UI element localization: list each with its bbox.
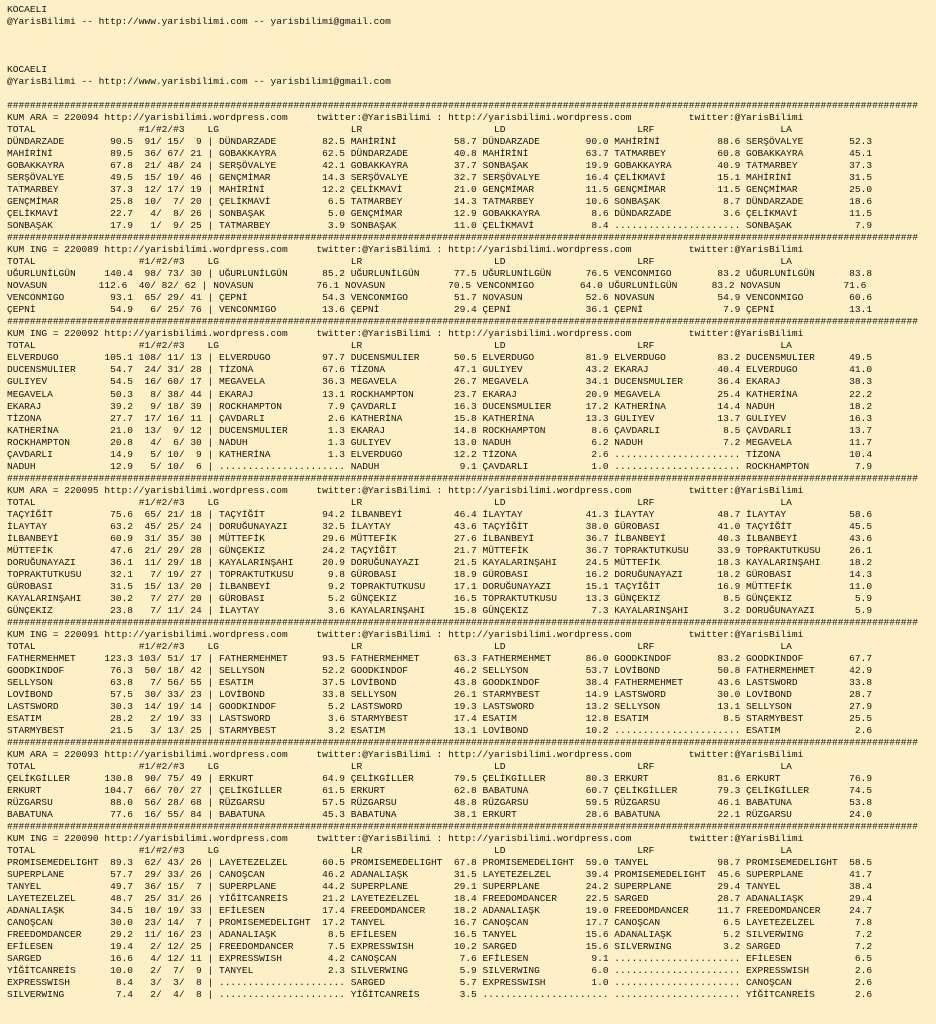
column-header-line: TOTAL #1/#2/#3 LG LR LD LRF LA [7,845,792,857]
horse-row: LAYETEZELZEL 48.7 25/ 31/ 26 | YİĞİTCANREİS 21.2 LAYETEZELZEL 18.4 FREEDOMDANCER 22.5 SARGED 28.7 ADANALIAŞK 29.4 [7,893,873,905]
race-report-text [7,4,918,1001]
horse-row: NADUH 12.9 5/ 10/ 6 | ...................... NADUH 9.1 ÇAVDARLI 1.0 ...................... ROCKHAMPTON 7.9 [7,460,873,472]
contact-line: @YarisBilimi -- http://www.yarisbilimi.com -- yarisbilimi@gmail.com [7,76,391,88]
horse-row: KATHERİNA 21.0 13/ 9/ 12 | DUCENSMULIER 1.3 EKARAJ 14.8 ROCKHAMPTON 8.6 ÇAVDARLI 8.5 ÇAVDARLI 13.7 [7,424,873,436]
horse-row: ERKURT 104.7 66/ 70/ 27 | ÇELİKGİLLER 61.5 ERKURT 62.8 BABATUNA 60.7 ÇELİKGİLLER 79.3 ÇELİKGİLLER 74.5 [7,785,873,797]
blank-line [7,52,918,64]
horse-row: ELVERDUGO 105.1 108/ 11/ 13 | ELVERDUGO 97.7 DUCENSMULIER 50.5 ELVERDUGO 81.9 ELVERDUGO 83.2 DUCENSMULIER 49.5 [7,352,873,364]
horse-row: SONBAŞAK 17.9 1/ 9/ 25 | TATMARBEY 3.9 SONBAŞAK 11.0 ÇELİKMAVİ 8.4 ...................... SONBAŞAK 7.9 [7,220,873,232]
horse-row: SUPERPLANE 57.7 29/ 33/ 26 | CANOŞCAN 46.2 ADANALIAŞK 31.5 LAYETEZELZEL 39.4 PROMISEMEDELIGHT 45.6 SUPERPLANE 41.7 [7,869,873,881]
horse-row: SARGED 16.6 4/ 12/ 11 | EXPRESSWISH 4.2 CANOŞCAN 7.6 EFİLESEN 9.1 ...................... EFİLESEN 6.5 [7,953,873,965]
section-divider: ############################################################################################################################################################### [7,232,918,244]
horse-row: İLAYTAY 63.2 45/ 25/ 24 | DORUĞUNAYAZI 32.5 İLAYTAY 43.6 TAÇYİĞİT 38.0 GÜROBASI 41.0 TAÇYİĞİT 45.5 [7,520,873,532]
horse-row: GOODKINDOF 76.3 50/ 18/ 42 | SELLYSON 52.2 GOODKINDOF 46.2 SELLYSON 53.7 LOVİBOND 50.8 FATHERMEHMET 42.9 [7,664,873,676]
horse-row: TİZONA 27.7 17/ 16/ 11 | ÇAVDARLI 2.6 KATHERİNA 15.8 KATHERİNA 13.3 GULIYEV 13.7 GULIYEV 16.3 [7,412,873,424]
horse-row: EXPRESSWISH 8.4 3/ 3/ 8 | ...................... SARGED 5.7 EXPRESSWISH 1.0 ...................... CANOŞCAN 2.6 [7,977,873,989]
horse-row: ÇELİKMAVİ 22.7 4/ 8/ 26 | SONBAŞAK 5.0 GENÇMİMAR 12.9 GOBAKKAYRA 8.6 DÜNDARZADE 3.6 ÇELİKMAVİ 11.5 [7,208,873,220]
race-header-line: KUM ARA = 220093 http://yarisbilimi.wordpress.com twitter:@YarisBilimi : http://yarisbilimi.wordpress.com twitter:@YarisBilimi [7,748,804,760]
horse-row: DÜNDARZADE 90.5 91/ 15/ 9 | DÜNDARZADE 82.5 MAHİRİNİ 58.7 DÜNDARZADE 90.0 MAHİRİNİ 88.6 SERŞÖVALYE 52.3 [7,136,873,148]
blank-line [7,28,918,40]
horse-row: TOPRAKTUTKUSU 32.1 7/ 19/ 27 | TOPRAKTUTKUSU 9.8 GÜROBASI 18.9 GÜROBASI 16.2 DORUĞUNAYAZI 18.2 GÜROBASI 14.3 [7,568,873,580]
city-title: KOCAELI [7,4,48,15]
horse-row: EFİLESEN 19.4 2/ 12/ 25 | FREEDOMDANCER 7.5 EXPRESSWISH 10.2 SARGED 15.6 SILVERWING 3.2 SARGED 7.2 [7,941,873,953]
horse-row: VENCONMIGO 93.1 65/ 29/ 41 | ÇEPNİ 54.3 VENCONMIGO 51.7 NOVASUN 52.6 NOVASUN 54.9 VENCONMIGO 60.6 [7,292,873,304]
section-divider: ############################################################################################################################################################### [7,616,918,628]
section-divider: ############################################################################################################################################################### [7,316,918,328]
horse-row: MEGAVELA 50.3 8/ 38/ 44 | EKARAJ 13.1 ROCKHAMPTON 23.7 EKARAJ 20.9 MEGAVELA 25.4 KATHERİNA 22.2 [7,388,873,400]
horse-row: İLBANBEYİ 60.9 31/ 35/ 30 | MÜTTEFİK 29.6 MÜTTEFİK 27.6 İLBANBEYİ 36.7 İLBANBEYİ 40.3 İLBANBEYİ 43.6 [7,532,873,544]
horse-row: SELLYSON 63.8 7/ 56/ 55 | ESATIM 37.5 LOVİBOND 43.8 GOODKINDOF 38.4 FATHERMEHMET 43.6 LASTSWORD 33.8 [7,676,873,688]
horse-row: RÜZGARSU 88.0 56/ 28/ 68 | RÜZGARSU 57.5 RÜZGARSU 48.8 RÜZGARSU 59.5 RÜZGARSU 46.1 BABATUNA 53.8 [7,797,873,809]
race-header-line: KUM ING = 220090 http://yarisbilimi.wordpress.com twitter:@YarisBilimi : http://yarisbilimi.wordpress.com twitter:@YarisBilimi [7,833,804,845]
horse-row: STARMYBEST 21.5 3/ 13/ 25 | STARMYBEST 3.2 ESATIM 13.1 LOVİBOND 10.2 ...................... ESATIM 2.6 [7,724,873,736]
race-header-line: KUM ING = 220089 http://yarisbilimi.wordpress.com twitter:@YarisBilimi : http://yarisbilimi.wordpress.com twitter:@YarisBilimi [7,244,804,256]
horse-row: YİĞİTCANREİS 10.0 2/ 7/ 9 | TANYEL 2.3 SILVERWING 5.9 SILVERWING 6.0 ...................... EXPRESSWISH 2.6 [7,965,873,977]
horse-row: ADANALIAŞK 34.5 10/ 19/ 33 | EFİLESEN 17.4 FREEDOMDANCER 18.2 ADANALIAŞK 19.0 FREEDOMDANCER 11.7 FREEDOMDANCER 24.7 [7,905,873,917]
horse-row: ÇAVDARLI 14.9 5/ 10/ 9 | KATHERİNA 1.3 ELVERDUGO 12.2 TİZONA 2.6 ...................... TİZONA 10.4 [7,448,873,460]
horse-row: SILVERWING 7.4 2/ 4/ 8 | ...................... YİĞİTCANREİS 3.5 ...................... ...................... YİĞİTCANREİS 2.6 [7,989,873,1001]
horse-row: KAYALARINŞAHI 30.2 7/ 27/ 20 | GÜROBASI 5.2 GÜNÇEKIZ 16.5 TOPRAKTUTKUSU 13.3 GÜNÇEKIZ 8.5 GÜNÇEKIZ 5.9 [7,592,873,604]
blank-line [7,40,918,52]
horse-row: DUCENSMULIER 54.7 24/ 31/ 28 | TİZONA 67.6 TİZONA 47.1 GULIYEV 43.2 EKARAJ 40.4 ELVERDUGO 41.0 [7,364,873,376]
horse-row: EKARAJ 39.2 9/ 18/ 39 | ROCKHAMPTON 7.9 ÇAVDARLI 16.3 DUCENSMULIER 17.2 KATHERİNA 14.4 NADUH 18.2 [7,400,873,412]
horse-row: TANYEL 49.7 36/ 15/ 7 | SUPERPLANE 44.2 SUPERPLANE 29.1 SUPERPLANE 24.2 SUPERPLANE 29.4 TANYEL 38.4 [7,881,873,893]
horse-row: CANOŞCAN 30.0 23/ 14/ 7 | PROMISEMEDELIGHT 17.2 TANYEL 16.7 CANOŞCAN 17.7 CANOŞCAN 6.5 LAYETEZELZEL 7.8 [7,917,873,929]
horse-row: MAHİRİNİ 89.5 36/ 67/ 21 | GOBAKKAYRA 62.5 DÜNDARZADE 40.8 MAHİRİNİ 63.7 TATMARBEY 60.8 GOBAKKAYRA 45.1 [7,148,873,160]
horse-row: GOBAKKAYRA 67.8 21/ 48/ 24 | SERŞÖVALYE 42.1 GOBAKKAYRA 37.7 SONBAŞAK 19.9 GOBAKKAYRA 40.9 TATMARBEY 37.3 [7,160,873,172]
horse-row: ROCKHAMPTON 20.8 4/ 6/ 30 | NADUH 1.3 GULIYEV 13.0 NADUH 6.2 NADUH 7.2 MEGAVELA 11.7 [7,436,873,448]
race-header-line: KUM ARA = 220095 http://yarisbilimi.wordpress.com twitter:@YarisBilimi : http://yarisbilimi.wordpress.com twitter:@YarisBilimi [7,484,804,496]
column-header-line: TOTAL #1/#2/#3 LG LR LD LRF LA [7,760,792,772]
horse-row: FREEDOMDANCER 29.2 11/ 16/ 23 | ADANALIAŞK 8.5 EFİLESEN 16.5 TANYEL 15.6 ADANALIAŞK 5.2 SILVERWING 7.2 [7,929,873,941]
horse-row: ESATIM 28.2 2/ 19/ 33 | LASTSWORD 3.6 STARMYBEST 17.4 ESATIM 12.8 ESATIM 8.5 STARMYBEST 25.5 [7,712,873,724]
horse-row: ÇELİKGİLLER 130.8 90/ 75/ 49 | ERKURT 64.9 ÇELİKGİLLER 79.5 ÇELİKGİLLER 80.3 ERKURT 81.6 ERKURT 76.9 [7,773,873,784]
horse-row: GENÇMİMAR 25.8 10/ 7/ 20 | ÇELİKMAVİ 6.5 TATMARBEY 14.3 TATMARBEY 10.6 SONBAŞAK 8.7 DÜNDARZADE 18.6 [7,196,873,208]
section-divider: ############################################################################################################################################################### [7,821,918,833]
race-header-line: KUM ARA = 220094 http://yarisbilimi.wordpress.com twitter:@YarisBilimi : http://yarisbilimi.wordpress.com twitter:@YarisBilimi [7,112,804,124]
horse-row: TATMARBEY 37.3 12/ 17/ 19 | MAHİRİNİ 12.2 ÇELİKMAVİ 21.0 GENÇMİMAR 11.5 GENÇMİMAR 11.5 GENÇMİMAR 25.0 [7,184,873,196]
section-divider: ############################################################################################################################################################### [7,472,918,484]
contact-line: @YarisBilimi -- http://www.yarisbilimi.com -- yarisbilimi@gmail.com [7,16,391,28]
horse-row: FATHERMEHMET 123.3 103/ 51/ 17 | FATHERMEHMET 93.5 FATHERMEHMET 63.3 FATHERMEHMET 86.0 GOODKINDOF 83.2 GOODKINDOF 67.7 [7,652,873,664]
horse-row: SERŞÖVALYE 49.5 15/ 19/ 46 | GENÇMİMAR 14.3 SERŞÖVALYE 32.7 SERŞÖVALYE 16.4 ÇELİKMAVİ 15.1 MAHİRİNİ 31.5 [7,172,873,184]
section-divider: ############################################################################################################################################################### [7,100,918,112]
horse-row: MÜTTEFİK 47.6 21/ 29/ 28 | GÜNÇEKIZ 24.2 TAÇYİĞİT 21.7 MÜTTEFİK 36.7 TOPRAKTUTKUSU 33.9 TOPRAKTUTKUSU 26.1 [7,544,873,556]
blank-line [7,88,918,100]
horse-row: LASTSWORD 30.3 14/ 19/ 14 | GOODKINDOF 5.2 LASTSWORD 19.3 LASTSWORD 13.2 SELLYSON 13.1 SELLYSON 27.9 [7,700,873,712]
section-divider: ############################################################################################################################################################### [7,736,918,748]
horse-row: LOVİBOND 57.5 30/ 33/ 23 | LOVİBOND 33.8 SELLYSON 26.1 STARMYBEST 14.9 LASTSWORD 30.0 LOVİBOND 28.7 [7,688,873,700]
horse-row: DORUĞUNAYAZI 36.1 11/ 29/ 18 | KAYALARINŞAHI 20.9 DORUĞUNAYAZI 21.5 KAYALARINŞAHI 24.5 MÜTTEFİK 18.3 KAYALARINŞAHI 18.2 [7,556,873,568]
horse-row: PROMISEMEDELIGHT 89.3 62/ 43/ 26 | LAYETEZELZEL 60.5 PROMISEMEDELIGHT 67.8 PROMISEMEDELIGHT 59.0 TANYEL 98.7 PROMISEMEDELIGHT 58.5 [7,857,873,869]
city-title: KOCAELI [7,64,48,76]
horse-row: UĞURLUNİLGÜN 140.4 98/ 73/ 30 | UĞURLUNİLGÜN 85.2 UĞURLUNİLGÜN 77.5 UĞURLUNİLGÜN 76.5 VENCONMIGO 83.2 UĞURLUNİLGÜN 83.8 [7,268,873,280]
horse-row: TAÇYİĞİT 75.6 65/ 21/ 18 | TAÇYİĞİT 94.2 İLBANBEYİ 46.4 İLAYTAY 41.3 İLAYTAY 48.7 İLAYTAY 58.6 [7,508,873,520]
column-header-line: TOTAL #1/#2/#3 LG LR LD LRF LA [7,496,792,508]
horse-row: ÇEPNİ 54.9 6/ 25/ 76 | VENCONMIGO 13.6 ÇEPNİ 29.4 ÇEPNİ 36.1 ÇEPNİ 7.9 ÇEPNİ 13.1 [7,304,873,316]
column-header-line: TOTAL #1/#2/#3 LG LR LD LRF LA [7,256,792,268]
race-header-line: KUM ING = 220091 http://yarisbilimi.wordpress.com twitter:@YarisBilimi : http://yarisbilimi.wordpress.com twitter:@YarisBilimi [7,628,804,640]
column-header-line: TOTAL #1/#2/#3 LG LR LD LRF LA [7,340,792,352]
horse-row: GÜROBASI 31.5 15/ 13/ 20 | İLBANBEYİ 9.2 TOPRAKTUTKUSU 17.1 DORUĞUNAYAZI 15.1 TAÇYİĞİT 16.9 MÜTTEFİK 11.0 [7,580,873,592]
horse-row: NOVASUN 112.6 40/ 82/ 62 | NOVASUN 76.1 NOVASUN 70.5 VENCONMIGO 64.0 UĞURLUNİLGÜN 83.2 NOVASUN 71.6 [7,280,867,292]
column-header-line: TOTAL #1/#2/#3 LG LR LD LRF LA [7,124,792,136]
race-header-line: KUM ING = 220092 http://yarisbilimi.wordpress.com twitter:@YarisBilimi : http://yarisbilimi.wordpress.com twitter:@YarisBilimi [7,328,804,340]
horse-row: BABATUNA 77.6 16/ 55/ 84 | BABATUNA 45.3 BABATUNA 38.1 ERKURT 28.6 BABATUNA 22.1 RÜZGARSU 24.0 [7,809,873,821]
horse-row: GULIYEV 54.5 16/ 60/ 17 | MEGAVELA 36.3 MEGAVELA 26.7 MEGAVELA 34.1 DUCENSMULIER 36.4 EKARAJ 38.3 [7,376,873,388]
horse-row: GÜNÇEKIZ 23.8 7/ 11/ 24 | İLAYTAY 3.6 KAYALARINŞAHI 15.8 GÜNÇEKIZ 7.3 KAYALARINŞAHI 3.2 DORUĞUNAYAZI 5.9 [7,604,873,616]
column-header-line: TOTAL #1/#2/#3 LG LR LD LRF LA [7,640,792,652]
